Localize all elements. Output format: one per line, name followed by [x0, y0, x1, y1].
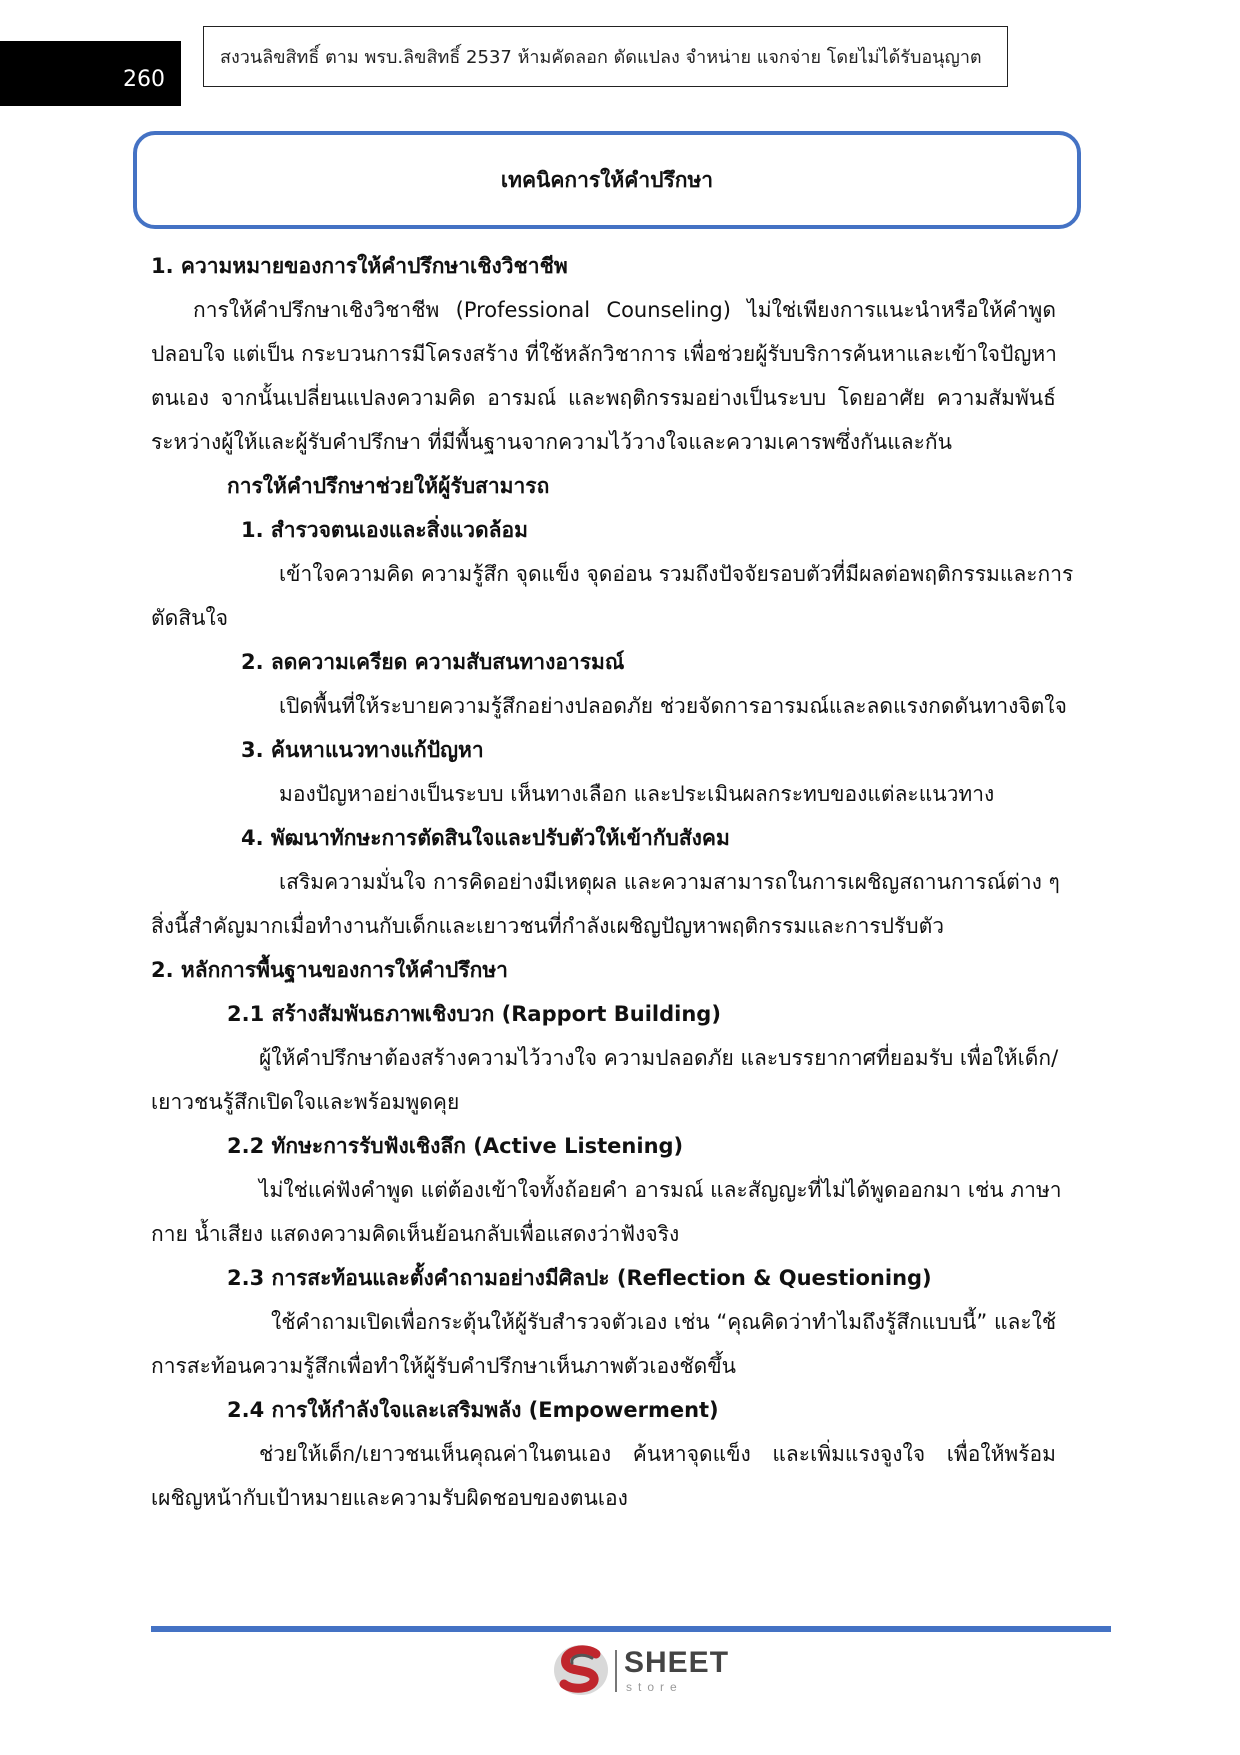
item-2-3-line-2: การสะท้อนความรู้สึกเพื่อทำให้ผู้รับคำปรึกษาเห็นภาพตัวเองชัดขึ้น: [151, 1354, 736, 1378]
section-1-heading: 1. ความหมายของการให้คำปรึกษาเชิงวิชาชีพ: [151, 254, 568, 278]
item-2-2-title: 2.2 ทักษะการรับฟังเชิงลึก (Active Listening): [227, 1134, 684, 1158]
logo-text: SHEET: [624, 1646, 730, 1679]
logo-separator: [615, 1650, 617, 1692]
section-1-subheading: การให้คำปรึกษาช่วยให้ผู้รับสามารถ: [227, 474, 550, 498]
item-2-1-line-1: ผู้ให้คำปรึกษาต้องสร้างความไว้วางใจ ความปลอดภัย และบรรยากาศที่ยอมรับ เพื่อให้เด็ก/: [259, 1046, 1059, 1070]
item-1-line-1: เข้าใจความคิด ความรู้สึก จุดแข็ง จุดอ่อน รวมถึงปัจจัยรอบตัวที่มีผลต่อพฤติกรรมและการ: [279, 562, 1074, 586]
item-2-4-title: 2.4 การให้กำลังใจและเสริมพลัง (Empowerment): [227, 1398, 719, 1422]
item-2-3-title: 2.3 การสะท้อนและตั้งคำถามอย่างมีศิลปะ (Reflection & Questioning): [227, 1266, 932, 1290]
logo-subtext: store: [626, 1680, 683, 1694]
item-2-line-1: เปิดพื้นที่ให้ระบายความรู้สึกอย่างปลอดภัย ช่วยจัดการอารมณ์และลดแรงกดดันทางจิตใจ: [279, 694, 1067, 718]
item-2-1-line-2: เยาวชนรู้สึกเปิดใจและพร้อมพูดคุย: [151, 1090, 460, 1114]
page-number-tab: [0, 41, 181, 106]
item-2-4-line-1: ช่วยให้เด็ก/เยาวชนเห็นคุณค่าในตนเอง ค้นหาจุดแข็ง และเพิ่มแรงจูงใจ เพื่อให้พร้อม: [259, 1442, 1056, 1466]
section-1-para-line-3: ตนเอง จากนั้นเปลี่ยนแปลงความคิด อารมณ์ และพฤติกรรมอย่างเป็นระบบ โดยอาศัย ความสัมพันธ์: [151, 386, 1056, 410]
section-1-para-line-4: ระหว่างผู้ให้และผู้รับคำปรึกษา ที่มีพื้นฐานจากความไว้วางใจและความเคารพซึ่งกันและกัน: [151, 430, 952, 454]
item-4-line-2: สิ่งนี้สำคัญมากเมื่อทำงานกับเด็กและเยาวชนที่กำลังเผชิญปัญหาพฤติกรรมและการปรับตัว: [151, 914, 945, 938]
item-1-title: 1. สำรวจตนเองและสิ่งแวดล้อม: [241, 518, 528, 542]
item-4-title: 4. พัฒนาทักษะการตัดสินใจและปรับตัวให้เข้ากับสังคม: [241, 826, 730, 850]
item-2-title: 2. ลดความเครียด ความสับสนทางอารมณ์: [241, 650, 625, 674]
item-3-line-1: มองปัญหาอย่างเป็นระบบ เห็นทางเลือก และประเมินผลกระทบของแต่ละแนวทาง: [279, 782, 995, 806]
item-2-2-line-1: ไม่ใช่แค่ฟังคำพูด แต่ต้องเข้าใจทั้งถ้อยคำ อารมณ์ และสัญญะที่ไม่ได้พูดออกมา เช่น ภาษา: [259, 1178, 1062, 1202]
item-2-1-title: 2.1 สร้างสัมพันธภาพเชิงบวก (Rapport Building): [227, 1002, 721, 1026]
item-4-line-1: เสริมความมั่นใจ การคิดอย่างมีเหตุผล และความสามารถในการเผชิญสถานการณ์ต่าง ๆ: [279, 870, 1060, 894]
copyright-notice: สงวนลิขสิทธิ์ ตาม พรบ.ลิขสิทธิ์ 2537 ห้ามคัดลอก ดัดแปลง จำหน่าย แจกจ่าย โดยไม่ได้รับอนุญาต: [203, 26, 1008, 87]
page-number: 260: [123, 67, 165, 92]
footer-rule: [151, 1626, 1111, 1632]
section-1-para-line-2: ปลอบใจ แต่เป็น กระบวนการมีโครงสร้าง ที่ใช้หลักวิชาการ เพื่อช่วยผู้รับบริการค้นหาและเข้าใจปัญหา: [151, 342, 1057, 366]
item-2-4-line-2: เผชิญหน้ากับเป้าหมายและความรับผิดชอบของตนเอง: [151, 1486, 628, 1510]
page-title: เทคนิคการให้คำปรึกษา: [133, 131, 1081, 229]
section-1-para-line-1: การให้คำปรึกษาเชิงวิชาชีพ (Professional Counseling) ไม่ใช่เพียงการแนะนำหรือให้คำพูด: [193, 298, 1056, 322]
section-2-heading: 2. หลักการพื้นฐานของการให้คำปรึกษา: [151, 958, 508, 982]
item-3-title: 3. ค้นหาแนวทางแก้ปัญหา: [241, 738, 484, 762]
sheet-store-logo: [552, 1642, 732, 1698]
item-1-line-2: ตัดสินใจ: [151, 606, 229, 630]
item-2-2-line-2: กาย น้ำเสียง แสดงความคิดเห็นย้อนกลับเพื่อแสดงว่าฟังจริง: [151, 1222, 680, 1246]
sheet-store-logo-icon: [552, 1642, 610, 1698]
item-2-3-line-1: ใช้คำถามเปิดเพื่อกระตุ้นให้ผู้รับสำรวจตัวเอง เช่น “คุณคิดว่าทำไมถึงรู้สึกแบบนี้” และใช้: [271, 1310, 1057, 1334]
